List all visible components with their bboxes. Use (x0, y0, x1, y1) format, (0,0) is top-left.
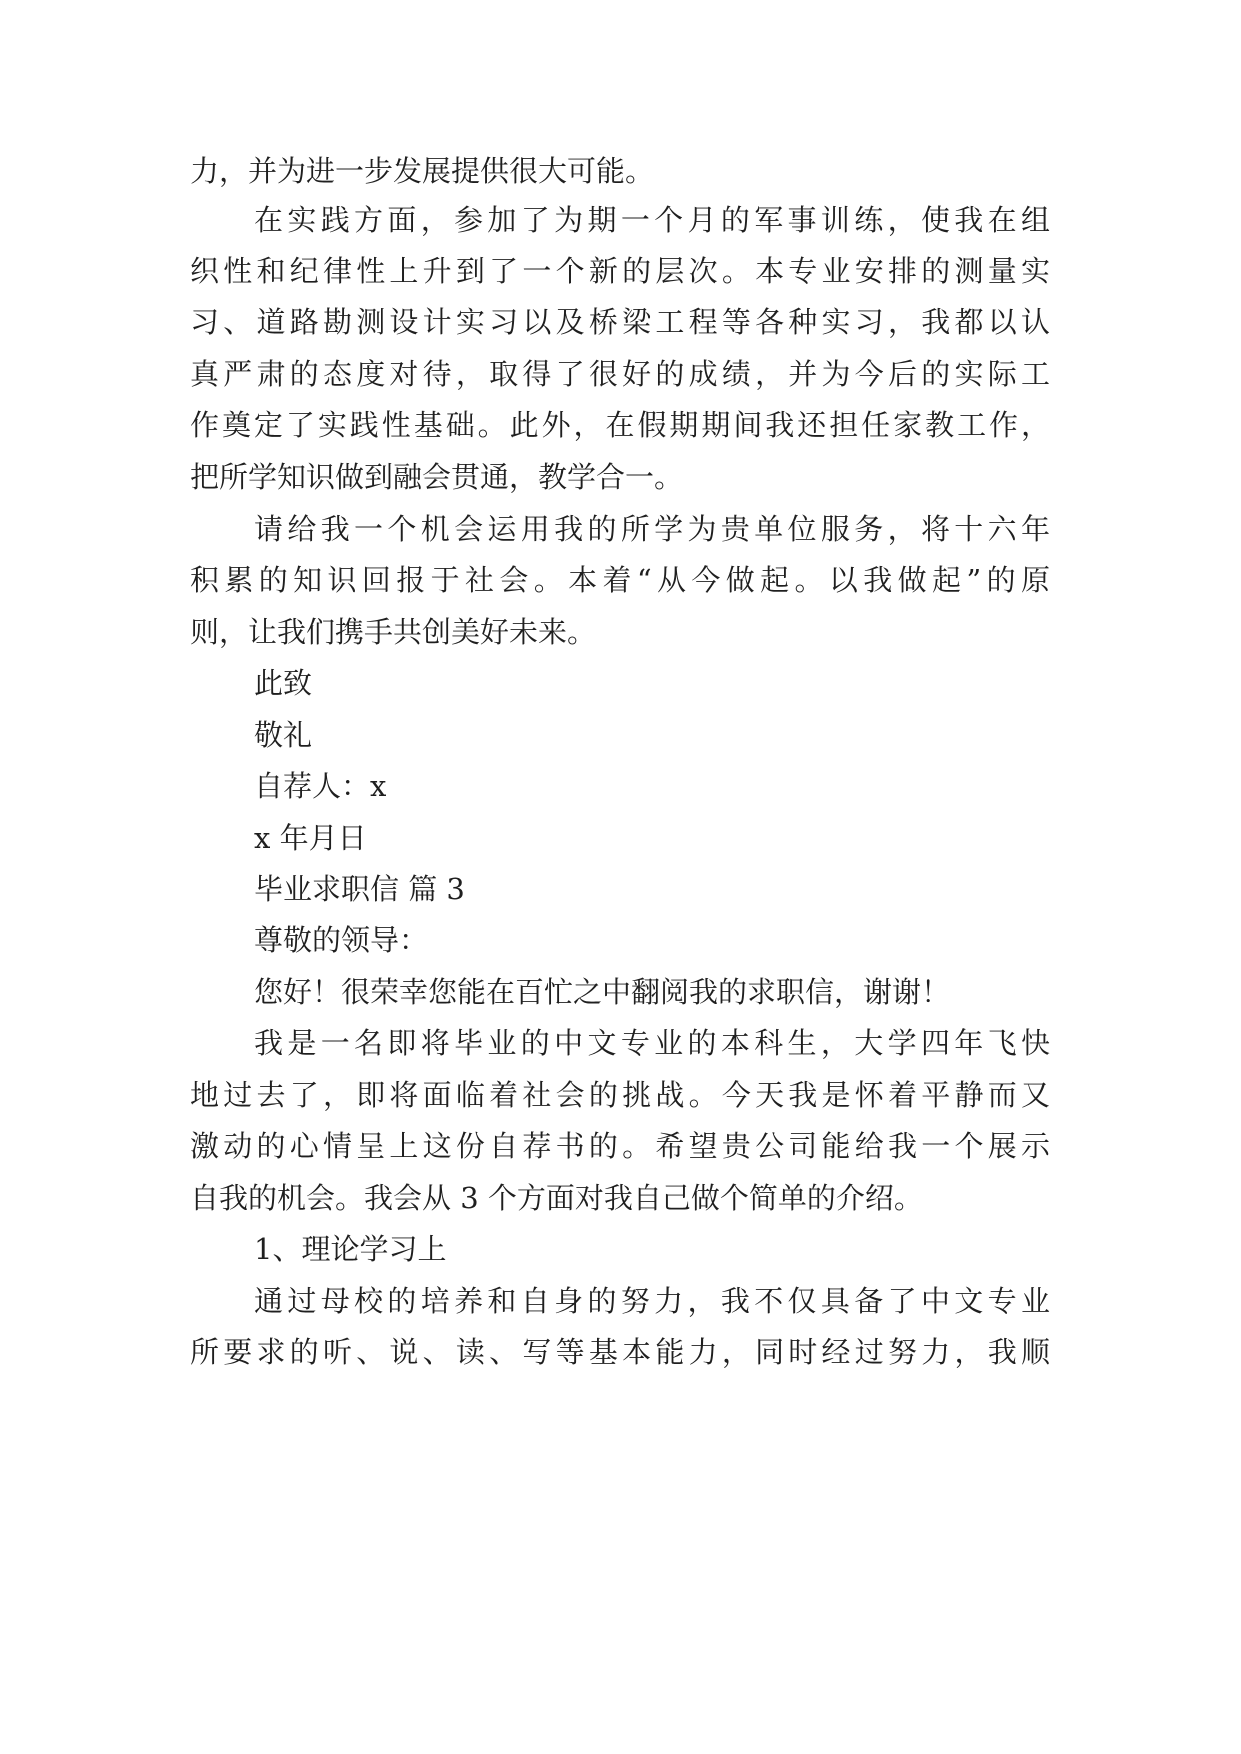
paragraph-line: 织性和纪律性上升到了一个新的层次。本专业安排的测量实 (190, 254, 1050, 288)
paragraph-line: 通过母校的培养和自身的努力，我不仅具备了中文专业 (254, 1284, 1050, 1318)
paragraph-line: 把所学知识做到融会贯通，教学合一。 (190, 460, 684, 494)
paragraph-line: 作奠定了实践性基础。此外，在假期期间我还担任家教工作， (190, 408, 1050, 442)
paragraph-line: 习、道路勘测设计实习以及桥梁工程等各种实习，我都以认 (190, 305, 1050, 339)
paragraph-line: 我是一名即将毕业的中文专业的本科生，大学四年飞快 (254, 1026, 1050, 1060)
greeting: 尊敬的领导： (254, 923, 429, 957)
closing-salute: 敬礼 (254, 718, 313, 752)
paragraph-line: 真严肃的态度对待，取得了很好的成绩，并为今后的实际工 (190, 357, 1050, 391)
paragraph-line: 请给我一个机会运用我的所学为贵单位服务，将十六年 (254, 512, 1050, 546)
paragraph-line: 则，让我们携手共创美好未来。 (190, 615, 597, 649)
paragraph-line: 在实践方面，参加了为期一个月的军事训练，使我在组 (254, 203, 1050, 237)
paragraph-line: 地过去了，即将面临着社会的挑战。今天我是怀着平静而又 (190, 1078, 1050, 1112)
hello-line: 您好！很荣幸您能在百忙之中翻阅我的求职信，谢谢！ (254, 975, 951, 1009)
paragraph-line: 所要求的听、说、读、写等基本能力，同时经过努力，我顺 (190, 1335, 1050, 1369)
paragraph-line: 自我的机会。我会从 3 个方面对我自己做个简单的介绍。 (190, 1181, 923, 1215)
subheading: 1、理论学习上 (254, 1232, 447, 1266)
section-title: 毕业求职信 篇 3 (254, 872, 465, 906)
signer-line: 自荐人：x (254, 769, 387, 803)
date-line: x 年月日 (254, 821, 367, 855)
closing-salute: 此致 (254, 666, 313, 700)
paragraph-line: 激动的心情呈上这份自荐书的。希望贵公司能给我一个展示 (190, 1129, 1050, 1163)
paragraph-line: 力，并为进一步发展提供很大可能。 (190, 154, 655, 188)
paragraph-line: 积累的知识回报于社会。本着“从今做起。以我做起”的原 (190, 563, 1050, 597)
